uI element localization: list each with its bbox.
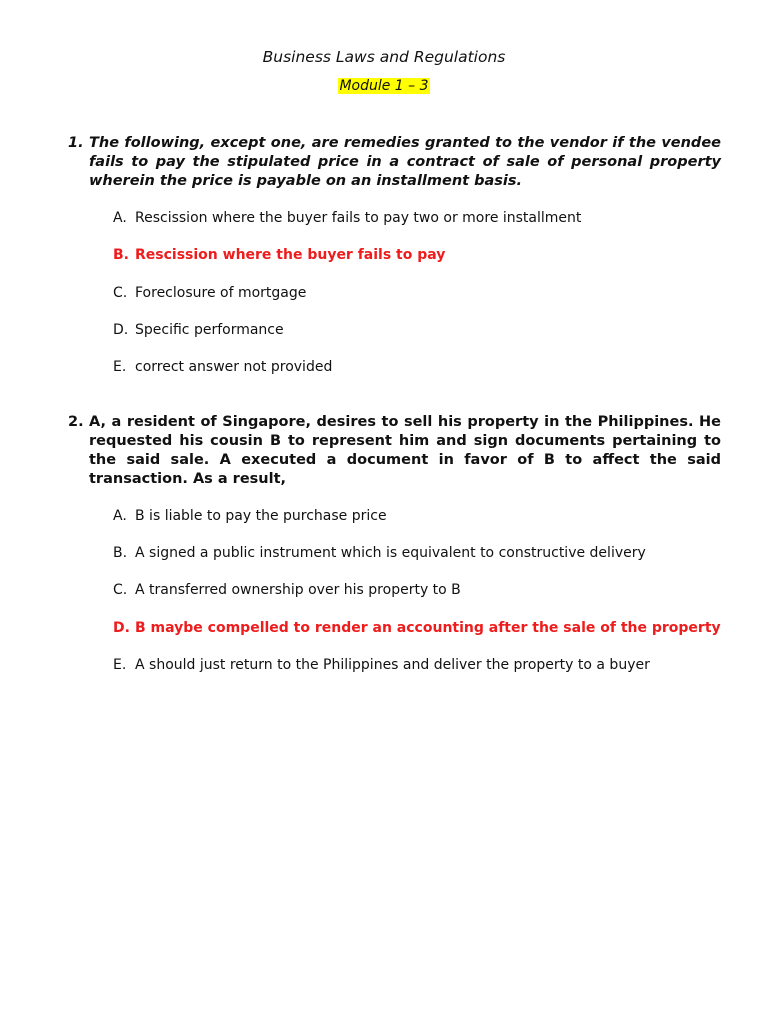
option-letter: B. bbox=[113, 545, 128, 561]
answer-option-1b-correct bbox=[113, 246, 445, 264]
answer-option-1c bbox=[113, 284, 306, 302]
option-text: B maybe compelled to render an accounting after the sale of the property bbox=[135, 620, 721, 636]
answer-option-1a bbox=[113, 209, 581, 227]
question-text: A, a resident of Singapore, desires to sell his property in the Philippines. He requested his cousin B to represent him and sign documents pertaining to the said sale. A executed a document in favor of B to affect the said transaction. As a result, bbox=[89, 414, 721, 487]
option-letter: C. bbox=[113, 285, 128, 301]
option-letter: A. bbox=[113, 508, 127, 524]
option-text: Rescission where the buyer fails to pay bbox=[135, 247, 446, 263]
option-letter: C. bbox=[113, 582, 128, 598]
question-number: 2. bbox=[68, 414, 84, 430]
answer-option-2a bbox=[113, 507, 387, 525]
option-letter: D. bbox=[113, 620, 130, 636]
option-text: Foreclosure of mortgage bbox=[135, 285, 307, 301]
option-letter: D. bbox=[113, 322, 129, 338]
document-title: Business Laws and Regulations bbox=[262, 48, 506, 66]
option-text: Specific performance bbox=[135, 322, 284, 338]
option-text: A signed a public instrument which is equivalent to constructive delivery bbox=[135, 545, 646, 561]
document-subtitle: Module 1 – 3 bbox=[339, 78, 429, 94]
option-letter: E. bbox=[113, 359, 127, 375]
option-text: A should just return to the Philippines and deliver the property to a buyer bbox=[135, 657, 650, 673]
answer-option-1d bbox=[113, 321, 284, 339]
question-number: 1. bbox=[68, 135, 84, 151]
answer-option-2e bbox=[113, 656, 650, 674]
option-letter: A. bbox=[113, 210, 127, 226]
answer-option-2c bbox=[113, 581, 461, 599]
option-text: correct answer not provided bbox=[135, 359, 333, 375]
option-text: A transferred ownership over his property to B bbox=[135, 582, 461, 598]
answer-option-1e bbox=[113, 358, 332, 376]
question-text: The following, except one, are remedies granted to the vendor if the vendee fails to pay the stipulated price in a contract of sale of personal property wherein the price is payable on an installment basis. bbox=[89, 135, 721, 189]
document-subtitle-container bbox=[0, 77, 768, 95]
option-letter: E. bbox=[113, 657, 127, 673]
question-1 bbox=[68, 134, 721, 191]
option-letter: B. bbox=[113, 247, 129, 263]
option-text: B is liable to pay the purchase price bbox=[135, 508, 387, 524]
option-text: Rescission where the buyer fails to pay two or more installment bbox=[135, 210, 582, 226]
answer-option-2d-correct bbox=[113, 619, 721, 637]
question-2 bbox=[68, 413, 721, 489]
answer-option-2b bbox=[113, 544, 646, 562]
